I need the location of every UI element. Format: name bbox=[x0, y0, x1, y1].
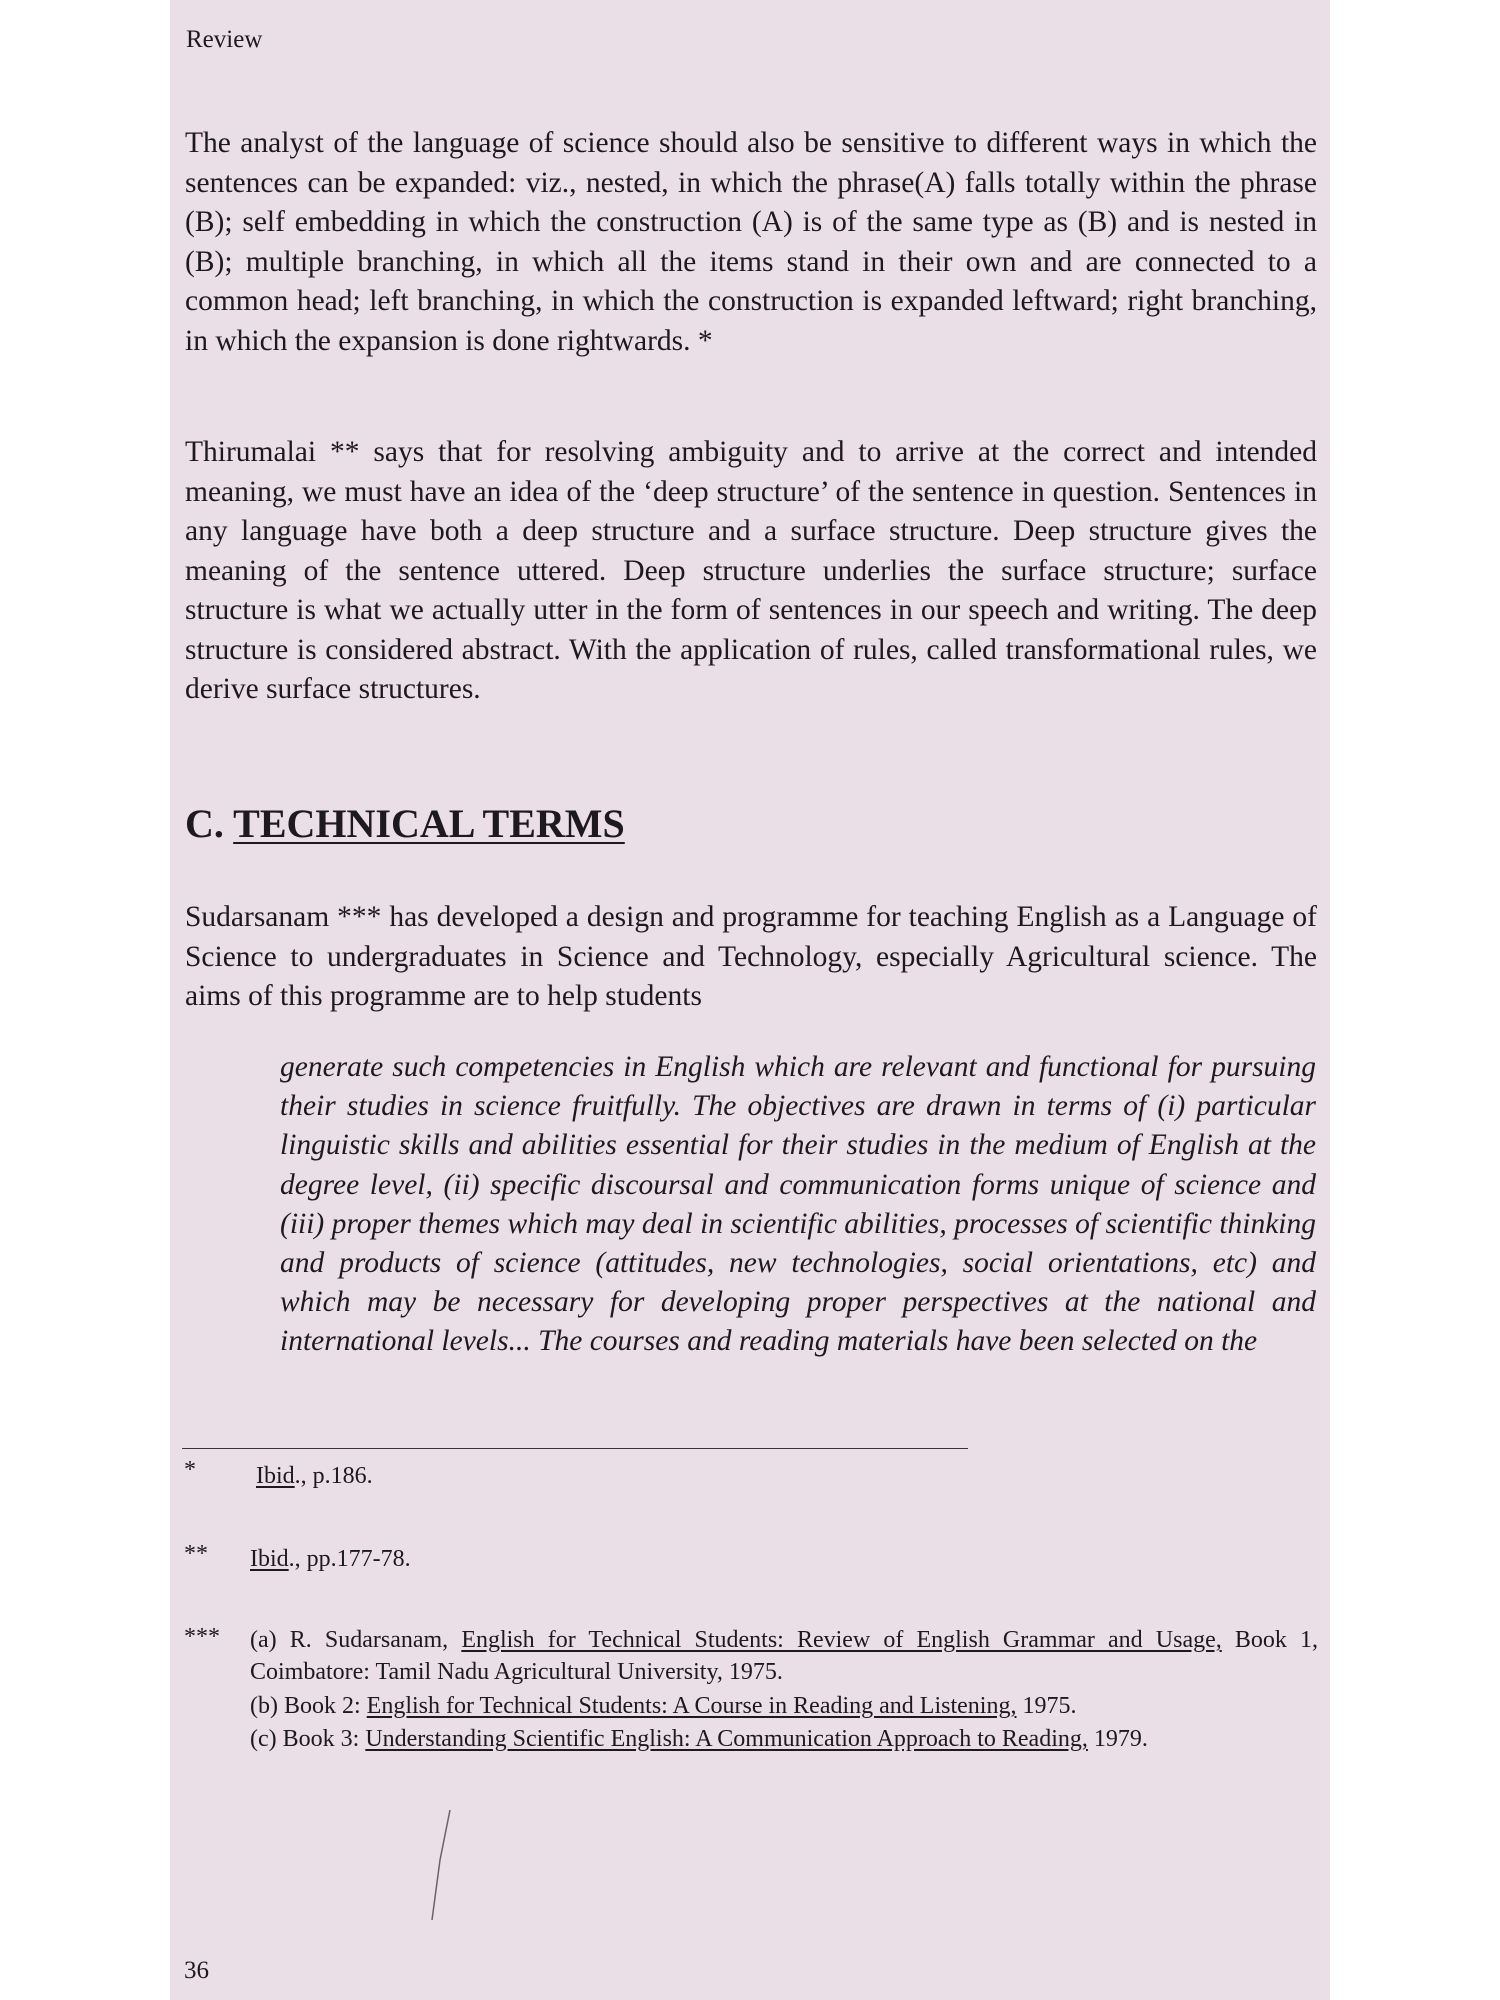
section-letter: C. bbox=[185, 801, 224, 846]
footnote-2-text: ., pp.177-78. bbox=[288, 1546, 411, 1572]
footnote-3-mark: *** bbox=[184, 1624, 220, 1650]
paragraph-sentence-expansion: The analyst of the language of science should also be sensitive to different ways in which the sentences can be expanded: viz., nested, in which the phrase(A) falls totally within the phrase (B); self embedding in which the construction (A) is of the same type as (B) and is nested in (B); multiple branching, in which all the items stand in their own and are connected to a common head; left branching, in which the construction is expanded leftward; right branching, in which the expansion is done rightwards. * bbox=[185, 127, 1317, 357]
footnote-divider bbox=[182, 1448, 968, 1449]
pen-stroke-mark bbox=[410, 1800, 470, 1980]
footnote-3b-prefix: (b) Book 2: bbox=[250, 1693, 367, 1719]
footnote-3a-text: Book 1, Coimbatore: Tamil Nadu Agricultural University, 1975. bbox=[250, 1627, 1319, 1685]
paragraph-sudarsanam: Sudarsanam *** has developed a design and programme for teaching English as a Language of Science to undergraduates in Science and Technology, especially Agricultural science. The aims of this programme are to help students bbox=[185, 901, 1317, 1012]
running-header: Review bbox=[186, 26, 263, 53]
section-title: TECHNICAL TERMS bbox=[233, 801, 625, 846]
book-page bbox=[170, 0, 1330, 2000]
footnote-1-ref: Ibid bbox=[256, 1463, 295, 1489]
footnote-3c-title: Understanding Scientific English: A Communication Approach to Reading, bbox=[365, 1726, 1088, 1752]
section-heading bbox=[185, 800, 625, 847]
footnote-1-mark: * bbox=[184, 1457, 196, 1483]
footnote-3a-prefix: (a) R. Sudarsanam, bbox=[250, 1627, 462, 1653]
footnote-1-text: ., p.186. bbox=[294, 1463, 373, 1489]
footnote-2-ref: Ibid bbox=[250, 1546, 289, 1572]
footnote-3c bbox=[250, 1723, 1318, 1755]
footnote-3a bbox=[250, 1624, 1318, 1688]
footnote-1 bbox=[256, 1460, 373, 1492]
footnote-3a-title: English for Technical Students: Review of English Grammar and Usage, bbox=[461, 1627, 1222, 1653]
block-quote: generate such competencies in English which are relevant and functional for pursuing their studies in science fruitfully. The objectives are drawn in terms of (i) particular linguistic skills and abilities essential for their studies in the medium of English at the degree level, (ii) specific discoursal and communication forms unique of science and (iii) proper themes which may deal in scientific abilities, processes of scientific thinking and products of science (attitudes, new technologies, social orientations, etc) and which may be necessary for developing proper perspectives at the national and international levels... The courses and reading materials have been selected on the bbox=[280, 1051, 1316, 1358]
footnote-2 bbox=[250, 1543, 411, 1575]
paragraph-deep-structure: Thirumalai ** says that for resolving ambiguity and to arrive at the correct and intended meaning, we must have an idea of the ‘deep structure’ of the sentence in question. Sentences in any language have both a deep structure and a surface structure. Deep structure gives the meaning of the sentence uttered. Deep structure underlies the surface structure; surface structure is what we actually utter in the form of sentences in our speech and writing. The deep structure is considered abstract. With the application of rules, called transformational rules, we derive surface structures. bbox=[185, 436, 1317, 705]
footnote-3c-text: 1979. bbox=[1087, 1726, 1148, 1752]
footnote-3b bbox=[250, 1690, 1318, 1722]
page-number: 36 bbox=[184, 1957, 209, 1984]
footnote-2-mark: ** bbox=[184, 1541, 208, 1567]
footnote-3b-text: 1975. bbox=[1016, 1693, 1077, 1719]
footnote-3c-prefix: (c) Book 3: bbox=[250, 1726, 366, 1752]
footnote-3b-title: English for Technical Students: A Course in Reading and Listening, bbox=[366, 1693, 1017, 1719]
